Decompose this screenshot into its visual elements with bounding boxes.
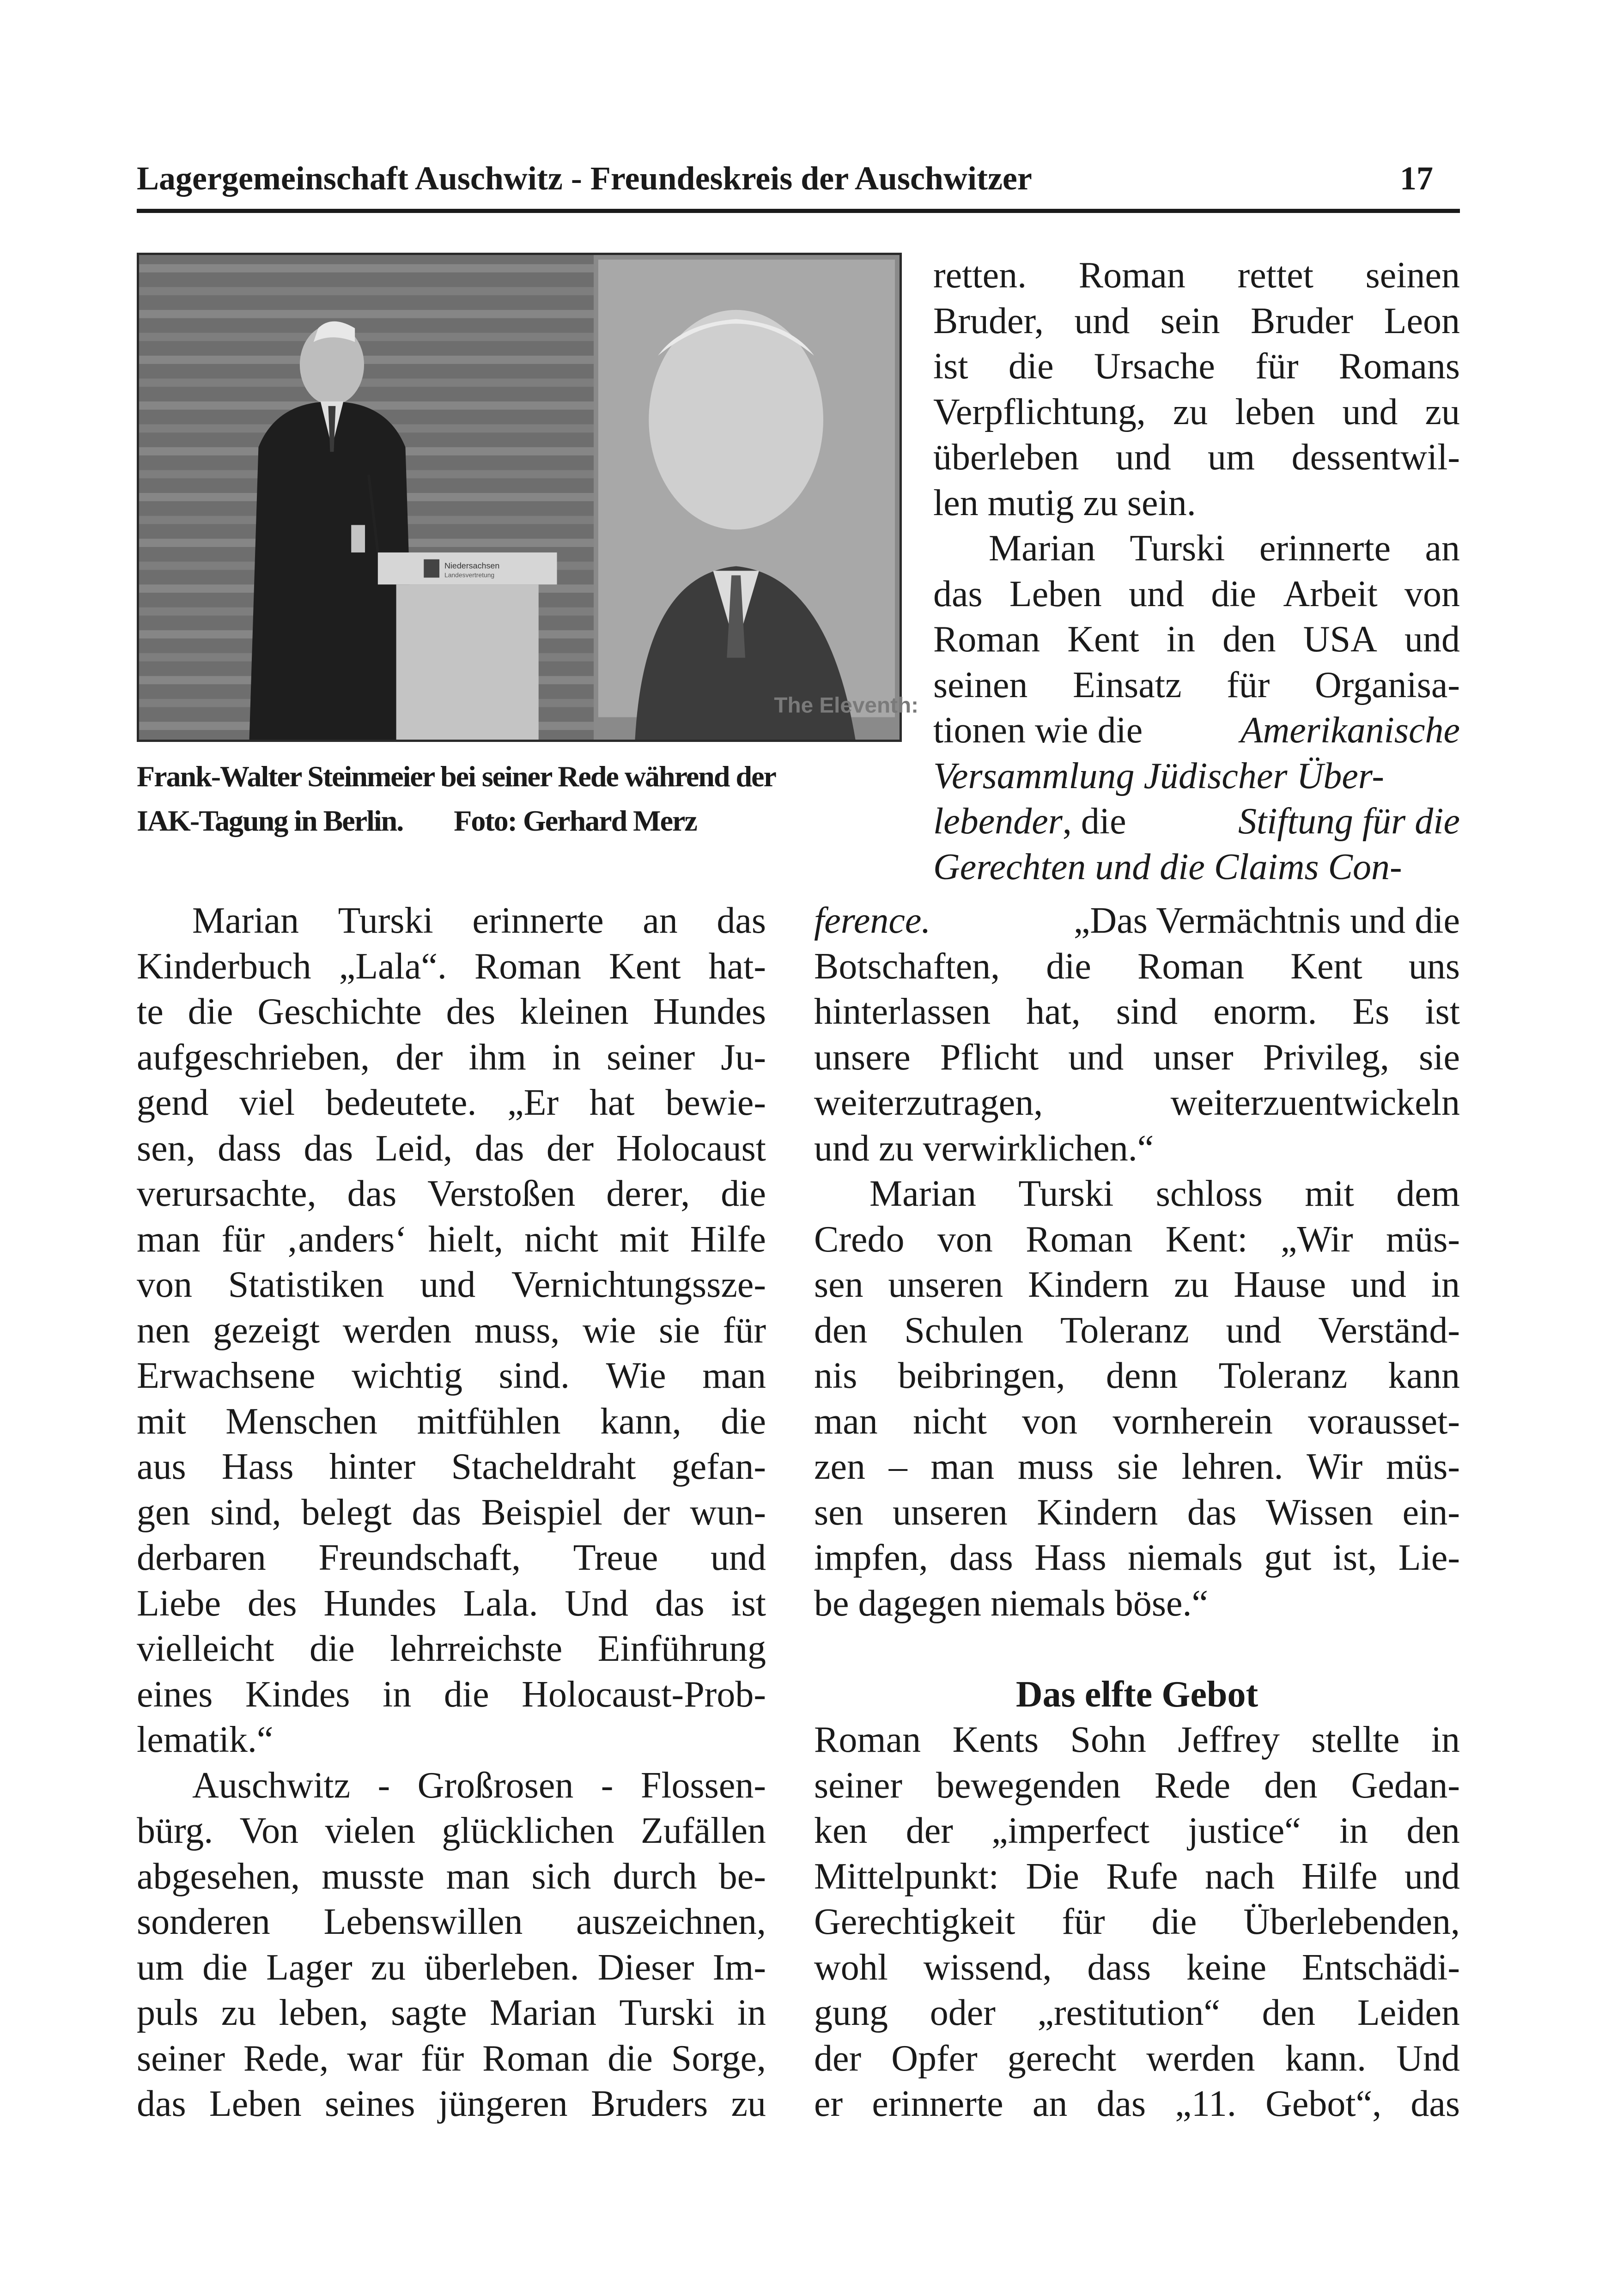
text-line: das Leben und die Arbeit von: [933, 573, 1460, 614]
text-line: seinen Einsatz für Organisa-: [933, 664, 1460, 705]
page-number: 17: [1400, 160, 1433, 197]
text-segment-italic: Stiftung für die: [1238, 801, 1460, 842]
text-line: abgesehen, musste man sich durch be-: [137, 1856, 766, 1897]
text-line: [933, 844, 1460, 890]
text-segment-italic: lebender: [933, 801, 1063, 842]
text-line: und zu verwirklichen.“: [814, 1128, 1154, 1169]
text-line: verursachte, das Verstoßen derer, die: [137, 1173, 766, 1214]
text-line: impfen, dass Hass niemals gut ist, Lie-: [814, 1537, 1460, 1578]
text-line: bürg. Von vielen glücklichen Zufällen: [137, 1810, 766, 1851]
text-line: Kinderbuch „Lala“. Roman Kent hat-: [137, 946, 766, 987]
text-line: gend viel bedeutete. „Er hat bewie-: [137, 1082, 766, 1123]
text-line: mit Menschen mitfühlen kann, die: [137, 1401, 766, 1442]
text-line: unsere Pflicht und unser Privileg, sie: [814, 1037, 1460, 1078]
text-line: Gerechtigkeit für die Überlebenden,: [814, 1901, 1460, 1942]
right-column-bottom: [814, 898, 1460, 2127]
text-line: aus Hass hinter Stacheldraht gefan-: [137, 1446, 766, 1487]
blank-line: [814, 1626, 1460, 1672]
text-segment-italic: ference.: [814, 900, 931, 941]
text-line: eines Kindes in die Holocaust-Prob-: [137, 1674, 766, 1715]
text-line: er erinnerte an das „11. Gebot“, das: [814, 2083, 1460, 2124]
lectern-sign-line1: Niedersachsen: [444, 561, 500, 571]
text-line: gen sind, belegt das Beispiel der wun-: [137, 1492, 766, 1533]
text-line: nis beibringen, denn Toleranz kann: [814, 1355, 1460, 1396]
text-line: sen unseren Kindern zu Hause und in: [814, 1264, 1460, 1305]
text-segment: , die: [1062, 801, 1126, 842]
caption-text: IAK-Tagung in Berlin.: [137, 804, 403, 837]
text-line: Liebe des Hundes Lala. Und das ist: [137, 1583, 766, 1624]
text-line: aufgeschrieben, der ihm in seiner Ju-: [137, 1037, 766, 1078]
text-line: man für ‚anders‘ hielt, nicht mit Hilfe: [137, 1219, 766, 1260]
text-line: Marian Turski schloss mit dem: [869, 1173, 1460, 1214]
poster-portrait: [594, 255, 918, 740]
text-line: das Leben seines jüngeren Bruders zu: [137, 2083, 766, 2124]
text-line: nen gezeigt werden muss, wie sie für: [137, 1310, 766, 1351]
text-line: zen – man muss sie lehren. Wir müs-: [814, 1446, 1460, 1487]
text-line: ist die Ursache für Romans: [933, 346, 1460, 387]
lectern-sign-line2: Landesvertretung: [444, 571, 495, 579]
text-line: Roman Kents Sohn Jeffrey stellte in: [814, 1719, 1460, 1760]
text-line: seiner bewegenden Rede den Gedan-: [814, 1765, 1460, 1806]
text-segment-italic: Gerechten und die Claims Con-: [933, 846, 1402, 887]
text-line: Auschwitz - Großrosen - Flossen-: [192, 1765, 766, 1806]
left-column: [137, 898, 766, 2127]
text-line: weiterzutragen, weiterzuentwickeln: [814, 1082, 1460, 1123]
text-line: den Schulen Toleranz und Verständ-: [814, 1310, 1460, 1351]
text-line: len mutig zu sein.: [933, 482, 1196, 523]
text-segment: tionen wie die: [933, 710, 1143, 751]
text-line: von Statistiken und Vernichtungssze-: [137, 1264, 766, 1305]
section-heading: Das elfte Gebot: [1015, 1674, 1258, 1715]
article-photo: [137, 253, 919, 742]
text-line: vielleicht die lehrreichste Einführung: [137, 1628, 766, 1669]
header-rule: [137, 209, 1460, 213]
text-line: Erwachsene wichtig sind. Wie man: [137, 1355, 766, 1396]
text-line: überleben und um dessentwil-: [933, 437, 1460, 478]
text-line: hinterlassen hat, sind enorm. Es ist: [814, 991, 1460, 1032]
text-line: retten. Roman rettet seinen: [933, 255, 1460, 296]
text-line: um die Lager zu überleben. Dieser Im-: [137, 1947, 766, 1988]
photo-illustration: [139, 255, 919, 740]
text-segment: „Das Vermächtnis und die: [1073, 900, 1460, 941]
running-header-title: Lagergemeinschaft Auschwitz - Freundeskreis der Auschwitzer: [137, 160, 1032, 197]
text-line: [933, 753, 1460, 799]
text-line: wohl wissend, dass keine Entschädi-: [814, 1947, 1460, 1988]
photo-caption-line2: [137, 804, 941, 838]
text-segment-italic: Versammlung Jüdischer Über-: [933, 755, 1385, 796]
text-line: Credo von Roman Kent: „Wir müs-: [814, 1219, 1460, 1260]
text-line: ken der „imperfect justice“ in den: [814, 1810, 1460, 1851]
text-line: te die Geschichte des kleinen Hundes: [137, 991, 766, 1032]
text-line: der Opfer gerecht werden kann. Und: [814, 2038, 1460, 2079]
text-line: sonderen Lebenswillen auszeichnen,: [137, 1901, 766, 1942]
text-segment-italic: Amerikanische: [1240, 710, 1460, 751]
poster-text: The Eleventh:: [774, 693, 919, 718]
text-line: sen unseren Kindern das Wissen ein-: [814, 1492, 1460, 1533]
photo-caption-line1: Frank-Walter Steinmeier bei seiner Rede während der: [137, 760, 776, 793]
text-line: seiner Rede, war für Roman die Sorge,: [137, 2038, 766, 2079]
text-line: [933, 799, 1460, 844]
text-line: Marian Turski erinnerte an das: [192, 900, 766, 941]
text-line: gung oder „restitution“ den Leiden: [814, 1992, 1460, 2033]
text-line: Roman Kent in den USA und: [933, 619, 1460, 660]
text-line: Marian Turski erinnerte an: [989, 528, 1460, 569]
text-line: man nicht von vornherein vorausset-: [814, 1401, 1460, 1442]
text-line: [933, 708, 1460, 753]
text-line: Mittelpunkt: Die Rufe nach Hilfe und: [814, 1856, 1460, 1897]
text-line: sen, dass das Leid, das der Holocaust: [137, 1128, 766, 1169]
text-line: Botschaften, die Roman Kent uns: [814, 946, 1460, 987]
caption-credit: Foto: Gerhard Merz: [454, 804, 697, 837]
text-line: lematik.“: [137, 1719, 274, 1760]
text-line: [814, 898, 1460, 944]
right-column-top: [933, 253, 1460, 890]
text-line: puls zu leben, sagte Marian Turski in: [137, 1992, 766, 2033]
text-line: Verpflichtung, zu leben und zu: [933, 391, 1460, 432]
text-line: Bruder, und sein Bruder Leon: [933, 300, 1460, 341]
text-line: derbaren Freundschaft, Treue und: [137, 1537, 766, 1578]
text-line: be dagegen niemals böse.“: [814, 1583, 1209, 1624]
